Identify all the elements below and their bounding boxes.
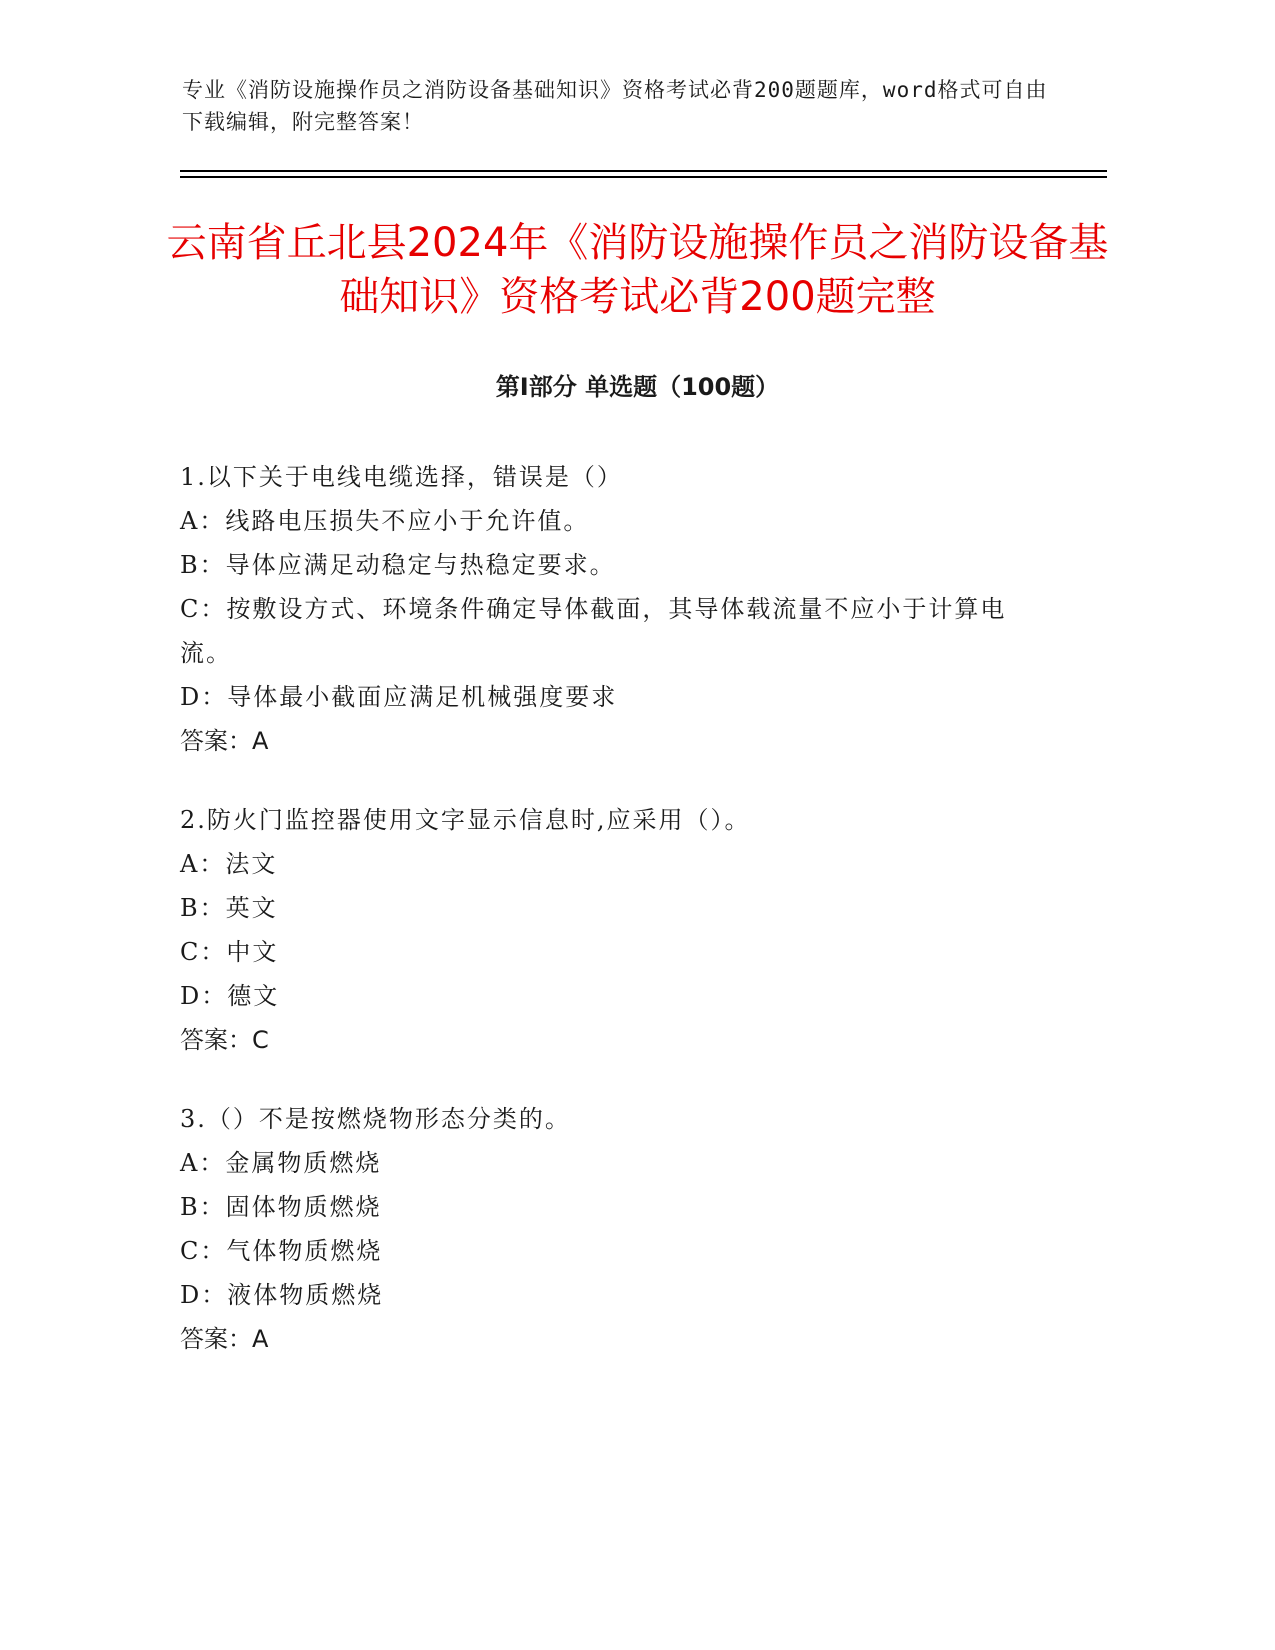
header-note: 专业《消防设施操作员之消防设备基础知识》资格考试必背200题题库，word格式可自由下载编辑，附完整答案！ [182,78,1048,134]
option-b: B：英文 [180,894,278,922]
question-stem: 2.防火门监控器使用文字显示信息时,应采用（）。 [180,806,751,834]
option-a: A：法文 [180,850,278,878]
question-3 [180,1097,1040,1361]
document-title: 云南省丘北县2024年《消防设施操作员之消防设备基础知识》资格考试必背200题完整 [166,220,1109,320]
option-d: D：导体最小截面应满足机械强度要求 [180,683,618,711]
question-2 [180,798,1040,1062]
question-1 [180,455,1040,763]
option-a: A：线路电压损失不应小于允许值。 [180,507,590,535]
section-heading: 第I部分 单选题（100题） [495,373,780,401]
answer: 答案：C [180,1026,269,1054]
option-d: D：德文 [180,982,280,1010]
option-a: A：金属物质燃烧 [180,1149,382,1177]
header-divider-top [180,170,1107,172]
question-list [180,455,1040,1396]
answer: 答案：A [180,727,269,755]
option-c: C：气体物质燃烧 [180,1237,383,1265]
option-d: D：液体物质燃烧 [180,1281,384,1309]
option-b: B：固体物质燃烧 [180,1193,382,1221]
question-stem: 1.以下关于电线电缆选择，错误是（） [180,463,623,491]
option-c: C：按敷设方式、环境条件确定导体截面，其导体载流量不应小于计算电流。 [180,595,1007,667]
option-c: C：中文 [180,938,279,966]
header-divider-bottom [180,176,1107,178]
option-b: B：导体应满足动稳定与热稳定要求。 [180,551,616,579]
question-stem: 3.（）不是按燃烧物形态分类的。 [180,1105,571,1133]
answer: 答案：A [180,1325,269,1353]
